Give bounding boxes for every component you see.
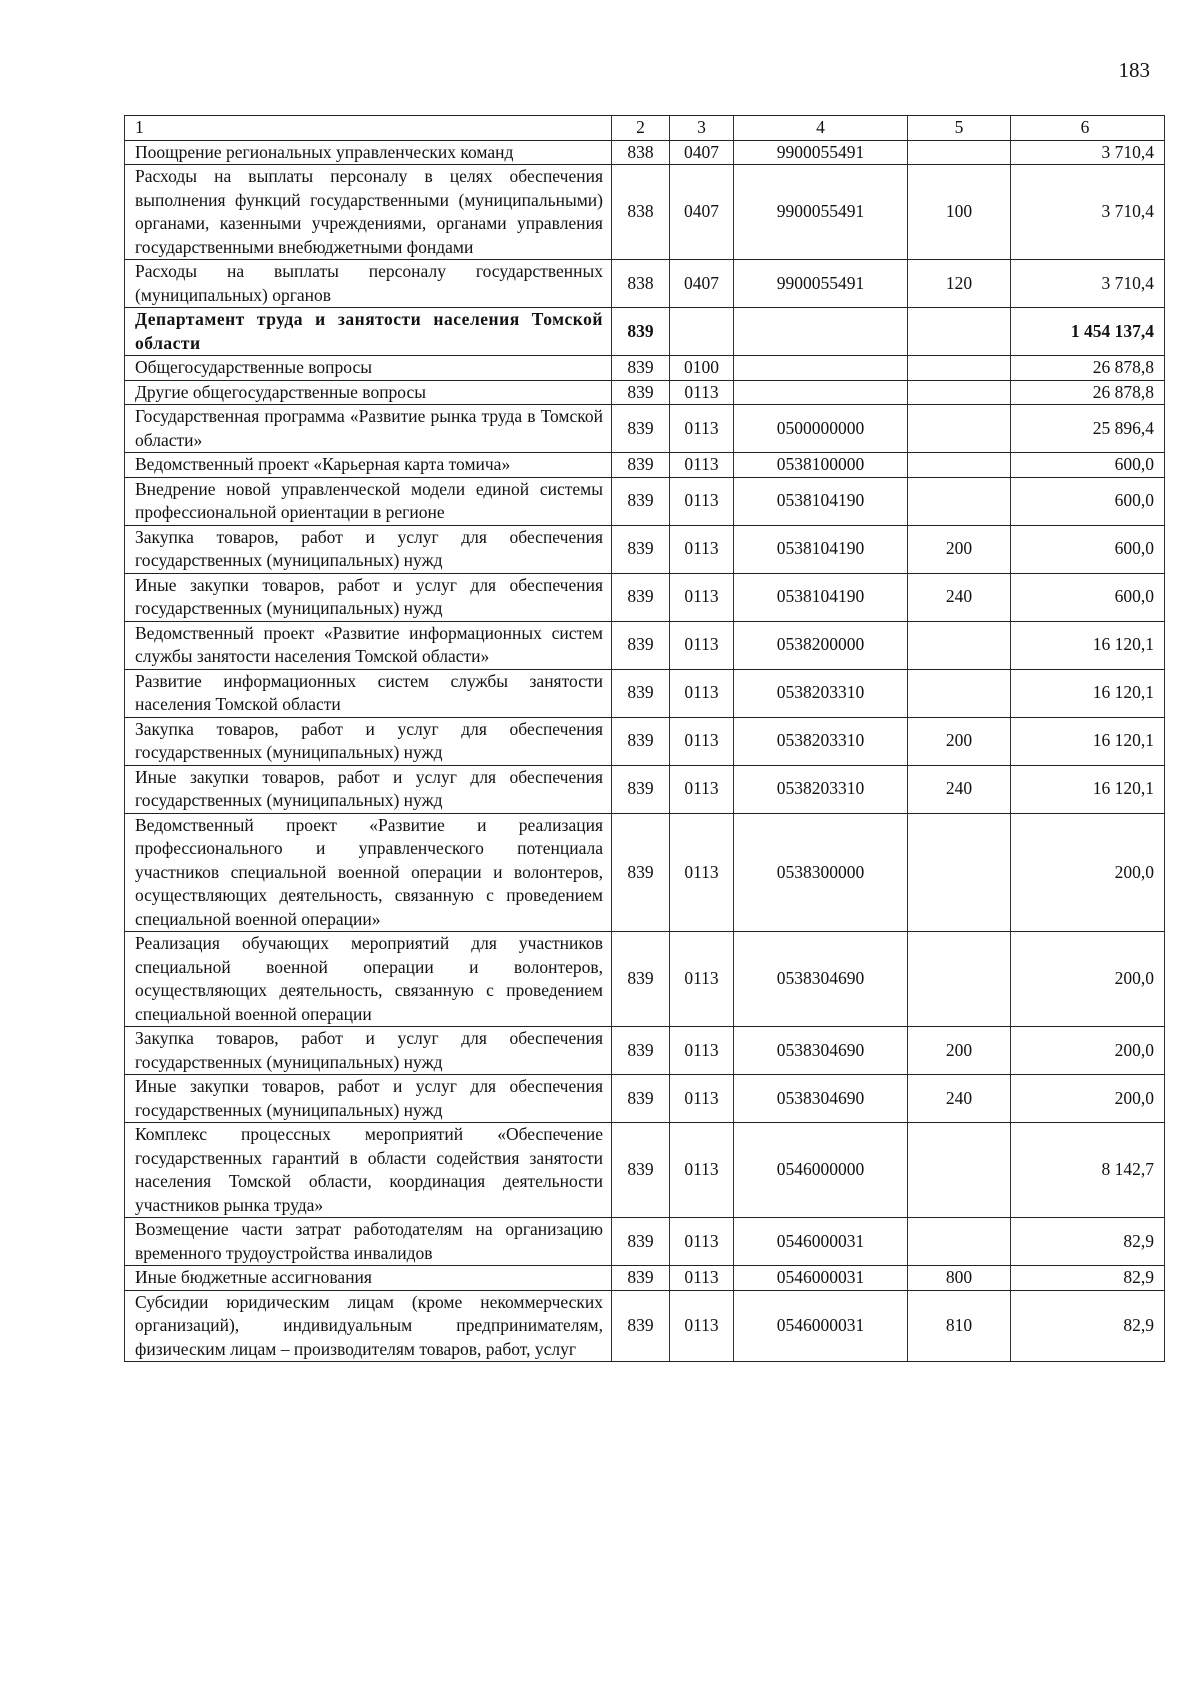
row-sum-cell: 82,9 bbox=[1011, 1218, 1165, 1266]
row-razdel-cell: 0407 bbox=[670, 260, 734, 308]
row-csr-cell: 0546000031 bbox=[734, 1266, 908, 1291]
row-name-cell: Субсидии юридическим лицам (кроме некоммерческих организаций), индивидуальным предпринимателям, физическим лицам – производителям товаров, работ, услуг bbox=[125, 1290, 612, 1362]
row-razdel-cell: 0113 bbox=[670, 1290, 734, 1362]
header-cell-6: 6 bbox=[1011, 116, 1165, 141]
row-csr-cell: 0538104190 bbox=[734, 477, 908, 525]
row-sum-cell: 16 120,1 bbox=[1011, 717, 1165, 765]
table-row bbox=[125, 140, 1165, 165]
row-ved-cell: 839 bbox=[612, 1123, 670, 1218]
row-csr-cell: 0538304690 bbox=[734, 932, 908, 1027]
row-vr-cell: 810 bbox=[908, 1290, 1011, 1362]
row-csr-cell: 0546000000 bbox=[734, 1123, 908, 1218]
row-sum-cell: 3 710,4 bbox=[1011, 140, 1165, 165]
row-sum-cell: 600,0 bbox=[1011, 477, 1165, 525]
row-vr-cell bbox=[908, 813, 1011, 932]
row-ved-cell: 839 bbox=[612, 405, 670, 453]
row-sum-cell: 16 120,1 bbox=[1011, 669, 1165, 717]
row-name-cell: Департамент труда и занятости населения Томской области bbox=[125, 308, 612, 356]
row-vr-cell bbox=[908, 1218, 1011, 1266]
row-vr-cell: 240 bbox=[908, 573, 1011, 621]
row-csr-cell bbox=[734, 356, 908, 381]
row-ved-cell: 839 bbox=[612, 1290, 670, 1362]
row-sum-cell: 26 878,8 bbox=[1011, 356, 1165, 381]
row-csr-cell: 9900055491 bbox=[734, 165, 908, 260]
row-name-cell: Комплекс процессных мероприятий «Обеспечение государственных гарантий в области содействия занятости населения Томской области, координация деятельности участников рынка труда» bbox=[125, 1123, 612, 1218]
table-row bbox=[125, 1290, 1165, 1362]
row-ved-cell: 839 bbox=[612, 308, 670, 356]
row-ved-cell: 838 bbox=[612, 165, 670, 260]
row-name-cell: Реализация обучающих мероприятий для участников специальной военной операции и волонтеров, осуществляющих деятельность, связанную с проведением специальной военной операции bbox=[125, 932, 612, 1027]
row-razdel-cell: 0113 bbox=[670, 1123, 734, 1218]
header-cell-4: 4 bbox=[734, 116, 908, 141]
row-razdel-cell: 0113 bbox=[670, 717, 734, 765]
row-ved-cell: 839 bbox=[612, 1218, 670, 1266]
row-vr-cell: 200 bbox=[908, 1027, 1011, 1075]
row-name-cell: Иные закупки товаров, работ и услуг для обеспечения государственных (муниципальных) нужд bbox=[125, 573, 612, 621]
row-sum-cell: 8 142,7 bbox=[1011, 1123, 1165, 1218]
row-name-cell: Государственная программа «Развитие рынка труда в Томской области» bbox=[125, 405, 612, 453]
table-row bbox=[125, 669, 1165, 717]
row-csr-cell bbox=[734, 308, 908, 356]
row-vr-cell: 240 bbox=[908, 1075, 1011, 1123]
row-name-cell: Другие общегосударственные вопросы bbox=[125, 380, 612, 405]
row-name-cell: Развитие информационных систем службы занятости населения Томской области bbox=[125, 669, 612, 717]
row-vr-cell bbox=[908, 453, 1011, 478]
row-razdel-cell: 0113 bbox=[670, 1027, 734, 1075]
row-razdel-cell: 0113 bbox=[670, 380, 734, 405]
row-vr-cell bbox=[908, 477, 1011, 525]
budget-table bbox=[124, 115, 1165, 1362]
row-sum-cell: 3 710,4 bbox=[1011, 165, 1165, 260]
table-row bbox=[125, 1266, 1165, 1291]
row-csr-cell: 9900055491 bbox=[734, 260, 908, 308]
row-sum-cell: 200,0 bbox=[1011, 932, 1165, 1027]
row-ved-cell: 839 bbox=[612, 1266, 670, 1291]
table-row bbox=[125, 765, 1165, 813]
row-sum-cell: 200,0 bbox=[1011, 813, 1165, 932]
row-razdel-cell: 0113 bbox=[670, 405, 734, 453]
row-ved-cell: 839 bbox=[612, 717, 670, 765]
table-row bbox=[125, 813, 1165, 932]
table-row bbox=[125, 525, 1165, 573]
row-ved-cell: 839 bbox=[612, 765, 670, 813]
row-razdel-cell: 0113 bbox=[670, 932, 734, 1027]
row-ved-cell: 839 bbox=[612, 453, 670, 478]
table-row bbox=[125, 1075, 1165, 1123]
table-row bbox=[125, 477, 1165, 525]
row-ved-cell: 839 bbox=[612, 813, 670, 932]
row-razdel-cell: 0113 bbox=[670, 1218, 734, 1266]
row-razdel-cell bbox=[670, 308, 734, 356]
row-ved-cell: 839 bbox=[612, 621, 670, 669]
row-ved-cell: 839 bbox=[612, 525, 670, 573]
table-row bbox=[125, 717, 1165, 765]
header-cell-1: 1 bbox=[125, 116, 612, 141]
row-name-cell: Иные бюджетные ассигнования bbox=[125, 1266, 612, 1291]
row-csr-cell: 0538104190 bbox=[734, 525, 908, 573]
row-ved-cell: 839 bbox=[612, 1075, 670, 1123]
row-csr-cell: 0546000031 bbox=[734, 1290, 908, 1362]
row-name-cell: Ведомственный проект «Развитие и реализация профессионального и управленческого потенциала участников специальной военной операции и волонтеров, осуществляющих деятельность, связанную с проведением специальной военной операции» bbox=[125, 813, 612, 932]
row-razdel-cell: 0407 bbox=[670, 165, 734, 260]
row-name-cell: Внедрение новой управленческой модели единой системы профессиональной ориентации в регионе bbox=[125, 477, 612, 525]
row-name-cell: Расходы на выплаты персоналу в целях обеспечения выполнения функций государственными (муниципальными) органами, казенными учреждениями, органами управления государственными внебюджетными фондами bbox=[125, 165, 612, 260]
row-vr-cell bbox=[908, 405, 1011, 453]
table-header-row bbox=[125, 116, 1165, 141]
header-cell-5: 5 bbox=[908, 116, 1011, 141]
table-row bbox=[125, 621, 1165, 669]
row-razdel-cell: 0113 bbox=[670, 477, 734, 525]
row-ved-cell: 839 bbox=[612, 1027, 670, 1075]
row-name-cell: Иные закупки товаров, работ и услуг для обеспечения государственных (муниципальных) нужд bbox=[125, 1075, 612, 1123]
row-vr-cell bbox=[908, 932, 1011, 1027]
header-cell-2: 2 bbox=[612, 116, 670, 141]
table-row bbox=[125, 260, 1165, 308]
row-vr-cell: 100 bbox=[908, 165, 1011, 260]
row-sum-cell: 82,9 bbox=[1011, 1266, 1165, 1291]
row-razdel-cell: 0407 bbox=[670, 140, 734, 165]
row-sum-cell: 82,9 bbox=[1011, 1290, 1165, 1362]
row-csr-cell: 0538304690 bbox=[734, 1027, 908, 1075]
row-name-cell: Возмещение части затрат работодателям на организацию временного трудоустройства инвалидов bbox=[125, 1218, 612, 1266]
row-razdel-cell: 0113 bbox=[670, 453, 734, 478]
row-name-cell: Закупка товаров, работ и услуг для обеспечения государственных (муниципальных) нужд bbox=[125, 1027, 612, 1075]
row-vr-cell bbox=[908, 308, 1011, 356]
table-row bbox=[125, 405, 1165, 453]
row-vr-cell bbox=[908, 380, 1011, 405]
row-csr-cell: 0500000000 bbox=[734, 405, 908, 453]
row-name-cell: Иные закупки товаров, работ и услуг для обеспечения государственных (муниципальных) нужд bbox=[125, 765, 612, 813]
row-sum-cell: 600,0 bbox=[1011, 573, 1165, 621]
row-vr-cell: 240 bbox=[908, 765, 1011, 813]
row-csr-cell: 0538203310 bbox=[734, 717, 908, 765]
row-sum-cell: 16 120,1 bbox=[1011, 621, 1165, 669]
row-vr-cell: 200 bbox=[908, 717, 1011, 765]
row-name-cell: Общегосударственные вопросы bbox=[125, 356, 612, 381]
row-ved-cell: 839 bbox=[612, 477, 670, 525]
row-sum-cell: 1 454 137,4 bbox=[1011, 308, 1165, 356]
row-csr-cell: 0538203310 bbox=[734, 669, 908, 717]
row-vr-cell: 800 bbox=[908, 1266, 1011, 1291]
row-vr-cell bbox=[908, 140, 1011, 165]
row-csr-cell: 0546000031 bbox=[734, 1218, 908, 1266]
table-row bbox=[125, 1123, 1165, 1218]
row-csr-cell: 9900055491 bbox=[734, 140, 908, 165]
row-sum-cell: 3 710,4 bbox=[1011, 260, 1165, 308]
row-razdel-cell: 0113 bbox=[670, 765, 734, 813]
table-row bbox=[125, 356, 1165, 381]
row-name-cell: Ведомственный проект «Развитие информационных систем службы занятости населения Томской области» bbox=[125, 621, 612, 669]
row-csr-cell: 0538100000 bbox=[734, 453, 908, 478]
row-name-cell: Закупка товаров, работ и услуг для обеспечения государственных (муниципальных) нужд bbox=[125, 717, 612, 765]
row-vr-cell: 200 bbox=[908, 525, 1011, 573]
row-csr-cell: 0538203310 bbox=[734, 765, 908, 813]
row-csr-cell: 0538300000 bbox=[734, 813, 908, 932]
row-sum-cell: 16 120,1 bbox=[1011, 765, 1165, 813]
row-vr-cell: 120 bbox=[908, 260, 1011, 308]
row-csr-cell: 0538104190 bbox=[734, 573, 908, 621]
row-razdel-cell: 0113 bbox=[670, 1266, 734, 1291]
row-razdel-cell: 0113 bbox=[670, 669, 734, 717]
table-row bbox=[125, 573, 1165, 621]
row-name-cell: Ведомственный проект «Карьерная карта томича» bbox=[125, 453, 612, 478]
row-ved-cell: 838 bbox=[612, 140, 670, 165]
row-name-cell: Закупка товаров, работ и услуг для обеспечения государственных (муниципальных) нужд bbox=[125, 525, 612, 573]
row-csr-cell: 0538200000 bbox=[734, 621, 908, 669]
row-csr-cell bbox=[734, 380, 908, 405]
row-sum-cell: 200,0 bbox=[1011, 1075, 1165, 1123]
table-row bbox=[125, 453, 1165, 478]
row-ved-cell: 839 bbox=[612, 573, 670, 621]
row-vr-cell bbox=[908, 621, 1011, 669]
row-name-cell: Поощрение региональных управленческих команд bbox=[125, 140, 612, 165]
row-razdel-cell: 0113 bbox=[670, 621, 734, 669]
row-sum-cell: 600,0 bbox=[1011, 453, 1165, 478]
header-cell-3: 3 bbox=[670, 116, 734, 141]
row-name-cell: Расходы на выплаты персоналу государственных (муниципальных) органов bbox=[125, 260, 612, 308]
row-sum-cell: 25 896,4 bbox=[1011, 405, 1165, 453]
page-number: 183 bbox=[1118, 58, 1150, 82]
row-razdel-cell: 0100 bbox=[670, 356, 734, 381]
table-row bbox=[125, 1218, 1165, 1266]
row-sum-cell: 26 878,8 bbox=[1011, 380, 1165, 405]
table-row bbox=[125, 165, 1165, 260]
row-ved-cell: 839 bbox=[612, 932, 670, 1027]
row-vr-cell bbox=[908, 669, 1011, 717]
row-razdel-cell: 0113 bbox=[670, 813, 734, 932]
row-ved-cell: 838 bbox=[612, 260, 670, 308]
row-sum-cell: 600,0 bbox=[1011, 525, 1165, 573]
row-razdel-cell: 0113 bbox=[670, 525, 734, 573]
row-ved-cell: 839 bbox=[612, 380, 670, 405]
row-ved-cell: 839 bbox=[612, 669, 670, 717]
row-razdel-cell: 0113 bbox=[670, 573, 734, 621]
table-row bbox=[125, 308, 1165, 356]
table-row bbox=[125, 932, 1165, 1027]
row-ved-cell: 839 bbox=[612, 356, 670, 381]
row-razdel-cell: 0113 bbox=[670, 1075, 734, 1123]
row-vr-cell bbox=[908, 356, 1011, 381]
row-vr-cell bbox=[908, 1123, 1011, 1218]
row-sum-cell: 200,0 bbox=[1011, 1027, 1165, 1075]
row-csr-cell: 0538304690 bbox=[734, 1075, 908, 1123]
table-row bbox=[125, 380, 1165, 405]
table-row bbox=[125, 1027, 1165, 1075]
